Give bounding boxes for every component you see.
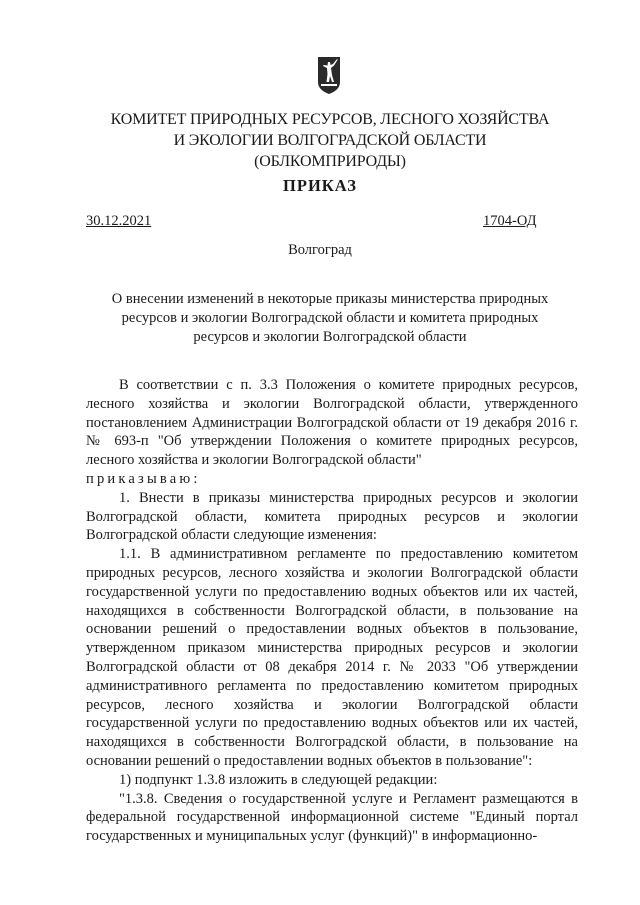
preamble-paragraph: В соответствии с п. 3.3 Положения о комитете природных ресурсов, лесного хозяйства и экологии Волгоградской области, утвержденного постановлением Администрации Волгоградской области от 19 декабря 2016 г. № 693-п "Об утверждении Положения о комитете природных ресурсов, лесного хозяйства и экологии Волгоградской области"	[86, 377, 578, 469]
order-word: приказываю:	[86, 470, 201, 487]
org-line-3: (ОБЛКОМПРИРОДЫ)	[254, 153, 406, 170]
document-title: ПРИКАЗ	[283, 176, 357, 195]
org-line-2: И ЭКОЛОГИИ ВОЛГОГРАДСКОЙ ОБЛАСТИ	[173, 132, 487, 149]
org-line-1: КОМИТЕТ ПРИРОДНЫХ РЕСУРСОВ, ЛЕСНОГО ХОЗЯЙСТВА	[110, 111, 550, 128]
order-number: 1704-ОД	[483, 213, 537, 229]
subject-line-2: ресурсов и экологии Волгоградской области и комитета природных	[121, 310, 539, 326]
item-1-1-paragraph: 1.1. В административном регламенте по предоставлению комитетом природных ресурсов, лесного хозяйства и экологии Волгоградской области государственной услуги по предоставлению водных объектов или их частей, находящихся в собственности Волгоградской области, в пользование на основании решений о предоставлении водных объектов в пользование, утвержденном приказом министерства природных ресурсов и экологии Волгоградской области от 08 декабря 2014 г. № 2033 "Об утверждении административного регламента по предоставлению комитетом природных ресурсов, лесного хозяйства и экологии Волгоградской области государственной услуги по предоставлению водных объектов или их частей, находящихся в собственности Волгоградской области, в пользование на основании решений о предоставлении водных объектов в пользование":	[86, 546, 578, 769]
city: Волгоград	[288, 242, 352, 258]
subject-line-3: ресурсов и экологии Волгоградской области	[193, 329, 467, 345]
quote-paragraph: "1.3.8. Сведения о государственной услуге и Регламент размещаются в федеральной государственной информационной системе "Единый портал государственных и муниципальных услуг (функций)" в информационно-	[86, 790, 578, 845]
subject-line-1: О внесении изменений в некоторые приказы министерства природных	[111, 291, 549, 307]
order-subject	[80, 290, 580, 347]
order-date: 30.12.2021	[86, 213, 152, 229]
organization-name	[80, 109, 580, 172]
item-1-paragraph: 1. Внести в приказы министерства природных ресурсов и экологии Волгоградской области, комитета природных ресурсов и экологии Волгоградской области следующие изменения:	[86, 489, 578, 544]
motherland-monument-emblem-icon	[317, 55, 341, 95]
document-body	[86, 376, 578, 846]
subitem-1-paragraph: 1) подпункт 1.3.8 изложить в следующей редакции:	[119, 771, 438, 788]
